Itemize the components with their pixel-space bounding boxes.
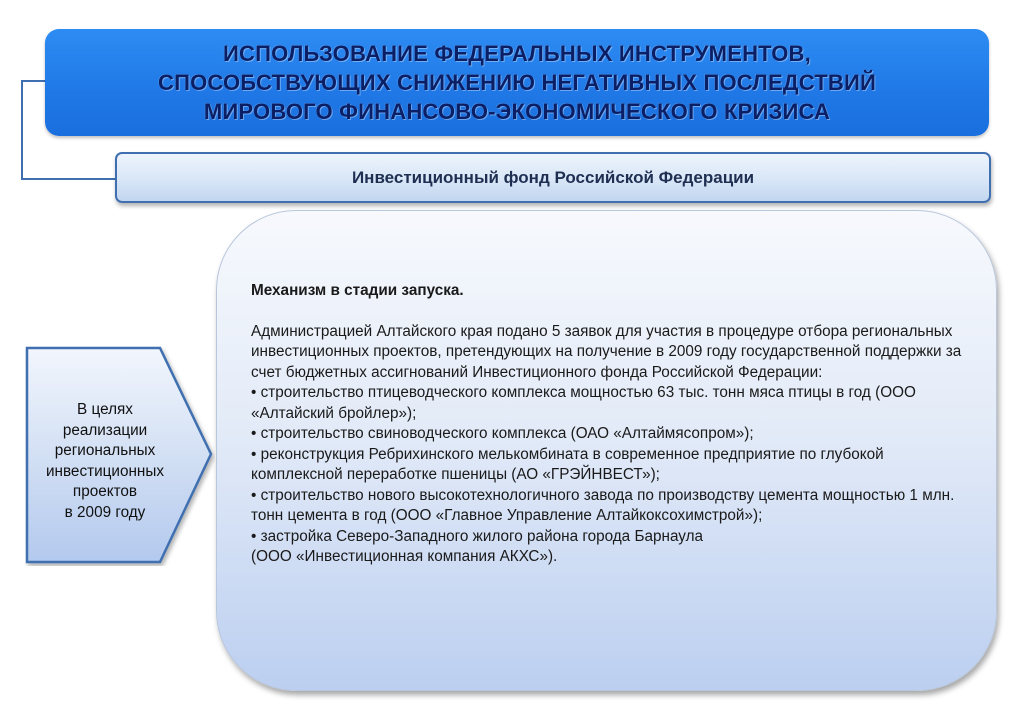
list-item: • строительство нового высокотехнологичного завода по производству цемента мощностью 1 млн. тонн цемента в год (ООО «Главное Управление Алтайкоксохимстрой»); <box>251 486 955 524</box>
subtitle-text: Инвестиционный фонд Российской Федерации <box>351 167 755 187</box>
arrow-line-5: проектов <box>72 483 138 500</box>
content-panel <box>216 210 997 691</box>
subtitle-banner <box>115 152 991 203</box>
content-heading: Механизм в стадии запуска. <box>251 282 464 299</box>
content-intro: Администрацией Алтайского края подано 5 заявок для участия в процедуре отбора региональных инвестиционных проектов, претендующих на получение в 2009 году государственной поддержки за счет бюджетных ассигнований Инвестиционного фонда Российской Федерации: <box>251 322 962 381</box>
arrow-line-2: реализации <box>62 421 148 439</box>
list-item: • застройка Северо-Западного жилого района города Барнаула <box>251 527 704 545</box>
list-item: • строительство свиноводческого комплекса (ОАО «Алтаймясопром»); <box>251 425 754 442</box>
title-line-1: ИСПОЛЬЗОВАНИЕ ФЕДЕРАЛЬНЫХ ИНСТРУМЕНТОВ, <box>223 41 811 66</box>
arrow-line-3: региональных <box>54 442 156 459</box>
arrow-line-4: инвестиционных <box>45 462 164 480</box>
arrow-line-1: В целях <box>77 401 133 418</box>
arrow-callout-text <box>30 400 180 523</box>
list-item: • реконструкция Ребрихинского мелькомбината в современное предприятие по глубокой комплексной переработке пшеницы (АО «ГРЭЙНВЕСТ»); <box>251 445 884 483</box>
arrow-line-6: в 2009 году <box>64 503 146 521</box>
title-line-2: СПОСОБСТВУЮЩИХ СНИЖЕНИЮ НЕГАТИВНЫХ ПОСЛЕДСТВИЙ <box>158 70 876 95</box>
list-item: (ООО «Инвестиционная компания АКХС»). <box>251 548 558 565</box>
content-body <box>251 281 971 568</box>
title-line-3: МИРОВОГО ФИНАНСОВО-ЭКОНОМИЧЕСКОГО КРИЗИСА <box>203 99 831 124</box>
list-item: • строительство птицеводческого комплекса мощностью 63 тыс. тонн мяса птицы в год (ООО «Алтайский бройлер»); <box>251 384 916 422</box>
title-banner <box>45 29 989 136</box>
